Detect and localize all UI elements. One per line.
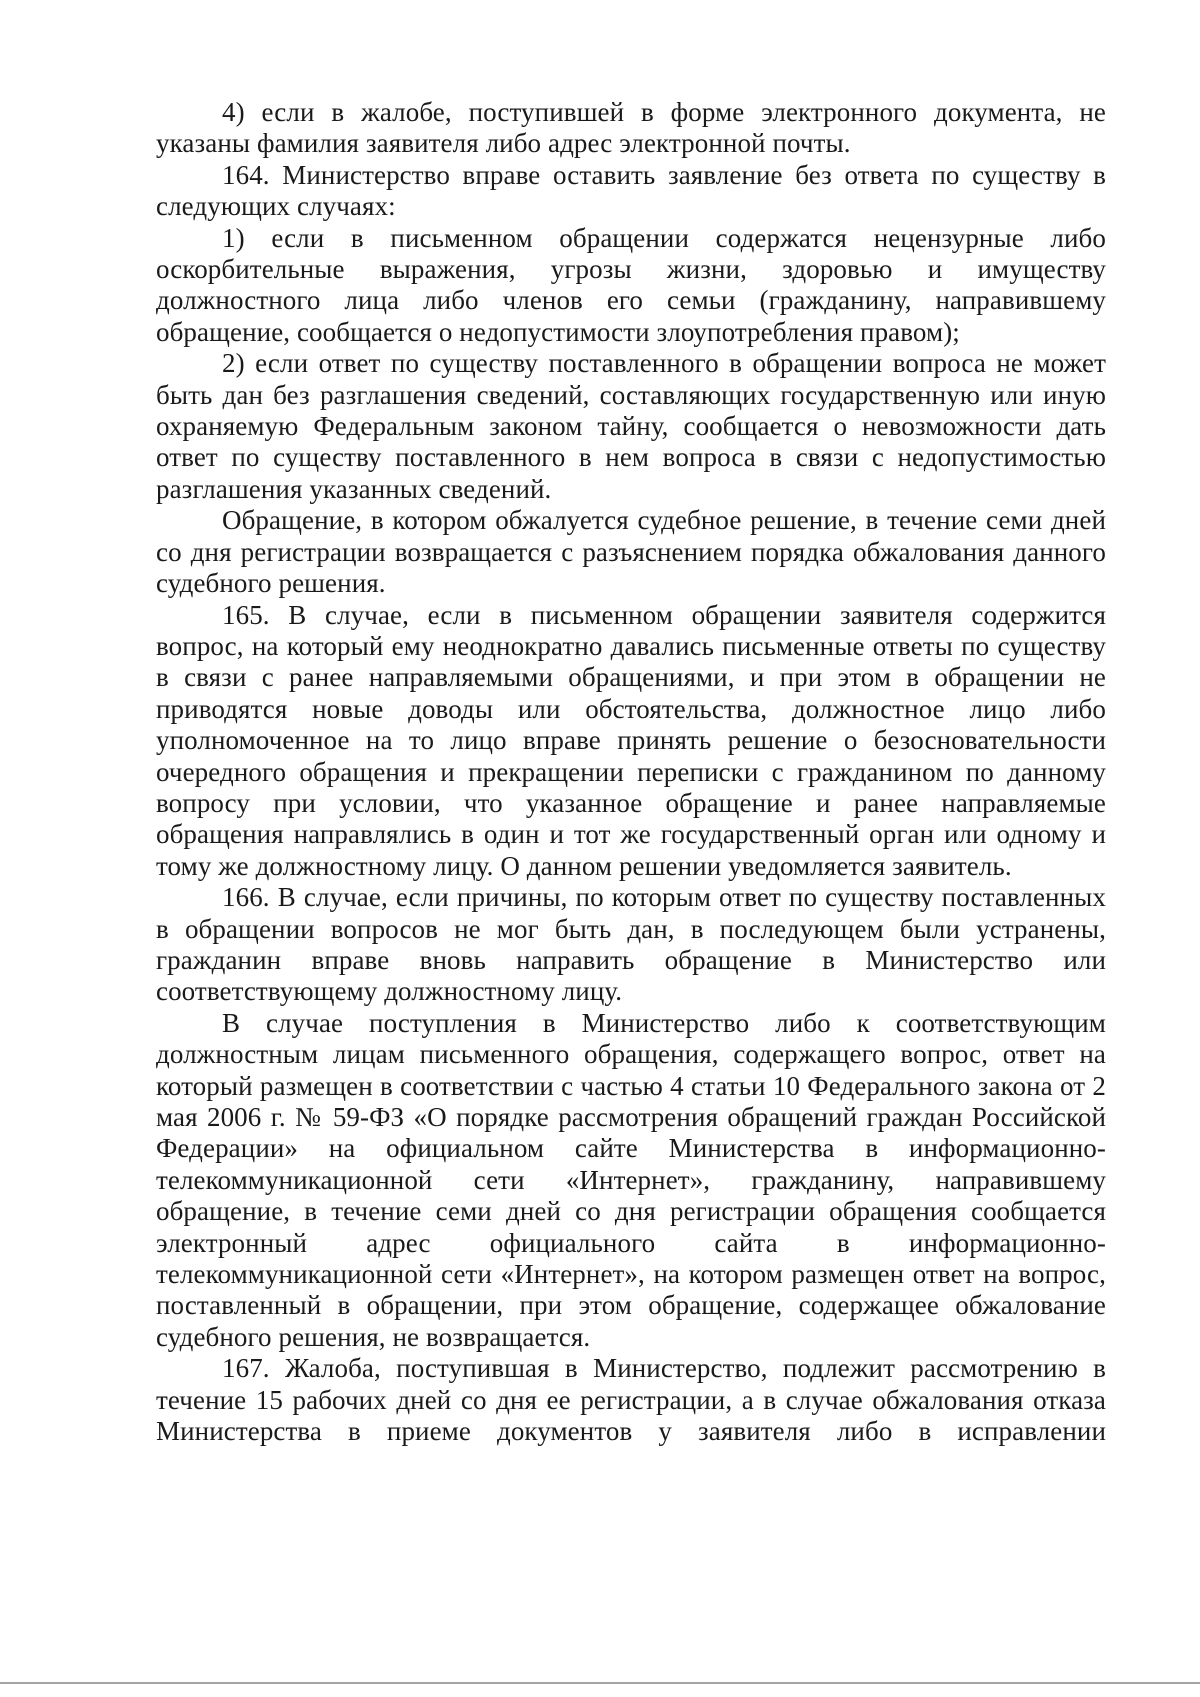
paragraph-court-decision-appeal: Обращение, в котором обжалуется судебное решение, в течение семи дней со дня регистрации возвращается с разъяснением порядка обжалования данного судебного решения. [156, 505, 1106, 599]
paragraph-164-item-1: 1) если в письменном обращении содержатся нецензурные либо оскорбительные выражения, угрозы жизни, здоровью и имуществу должностного лица либо членов его семьи (гражданину, направившему обращение, сообщается о недопустимости злоупотребления правом); [156, 222, 1106, 347]
paragraph-164-item-2: 2) если ответ по существу поставленного в обращении вопроса не может быть дан без разглашения сведений, составляющих государственную или иную охраняемую Федеральным законом тайну, сообщается о невозможности дать ответ по существу поставленного в нем вопроса в связи с недопустимостью разглашения указанных сведений. [156, 348, 1106, 504]
page-bottom-edge-line [0, 1682, 1200, 1684]
paragraph-166: 166. В случае, если причины, по которым ответ по существу поставленных в обращении вопросов не мог быть дан, в последующем были устранены, гражданин вправе вновь направить обращение в Министерство или соответствующему должностному лицу. [156, 882, 1106, 1007]
paragraph-165: 165. В случае, если в письменном обращении заявителя содержится вопрос, на который ему неоднократно давались письменные ответы по существу в связи с ранее направляемыми обращениями, и при этом в обращении не приводятся новые доводы или обстоятельства, должностное лицо либо уполномоченное на то лицо вправе принять решение о безосновательности очередного обращения и прекращении переписки с гражданином по данному вопросу при условии, что указанное обращение и ранее направляемые обращения направлялись в один и тот же государственный орган или одному и тому же должностному лицу. О данном решении уведомляется заявитель. [156, 599, 1106, 881]
paragraph-167: 167. Жалоба, поступившая в Министерство, подлежит рассмотрению в течение 15 рабочих дней со дня ее регистрации, а в случае обжалования отказа Министерства в приеме документов у заявителя либо в исправлении [156, 1353, 1106, 1447]
paragraph-164: 164. Министерство вправе оставить заявление без ответа по существу в следующих случаях: [156, 159, 1106, 222]
document-body [156, 97, 1106, 1447]
paragraph-complaint-email-item-4: 4) если в жалобе, поступившей в форме электронного документа, не указаны фамилия заявителя либо адрес электронной почты. [156, 97, 1106, 159]
paragraph-166-website-answer: В случае поступления в Министерство либо к соответствующим должностным лицам письменного обращения, содержащего вопрос, ответ на который размещен в соответствии с частью 4 статьи 10 Федерального закона от 2 мая 2006 г. № 59-ФЗ «О порядке рассмотрения обращений граждан Российской Федерации» на официальном сайте Министерства в информационно-телекоммуникационной сети «Интернет», гражданину, направившему обращение, в течение семи дней со дня регистрации обращения сообщается электронный адрес официального сайта в информационно-телекоммуникационной сети «Интернет», на котором размещен ответ на вопрос, поставленный в обращении, при этом обращение, содержащее обжалование судебного решения, не возвращается. [156, 1007, 1106, 1352]
